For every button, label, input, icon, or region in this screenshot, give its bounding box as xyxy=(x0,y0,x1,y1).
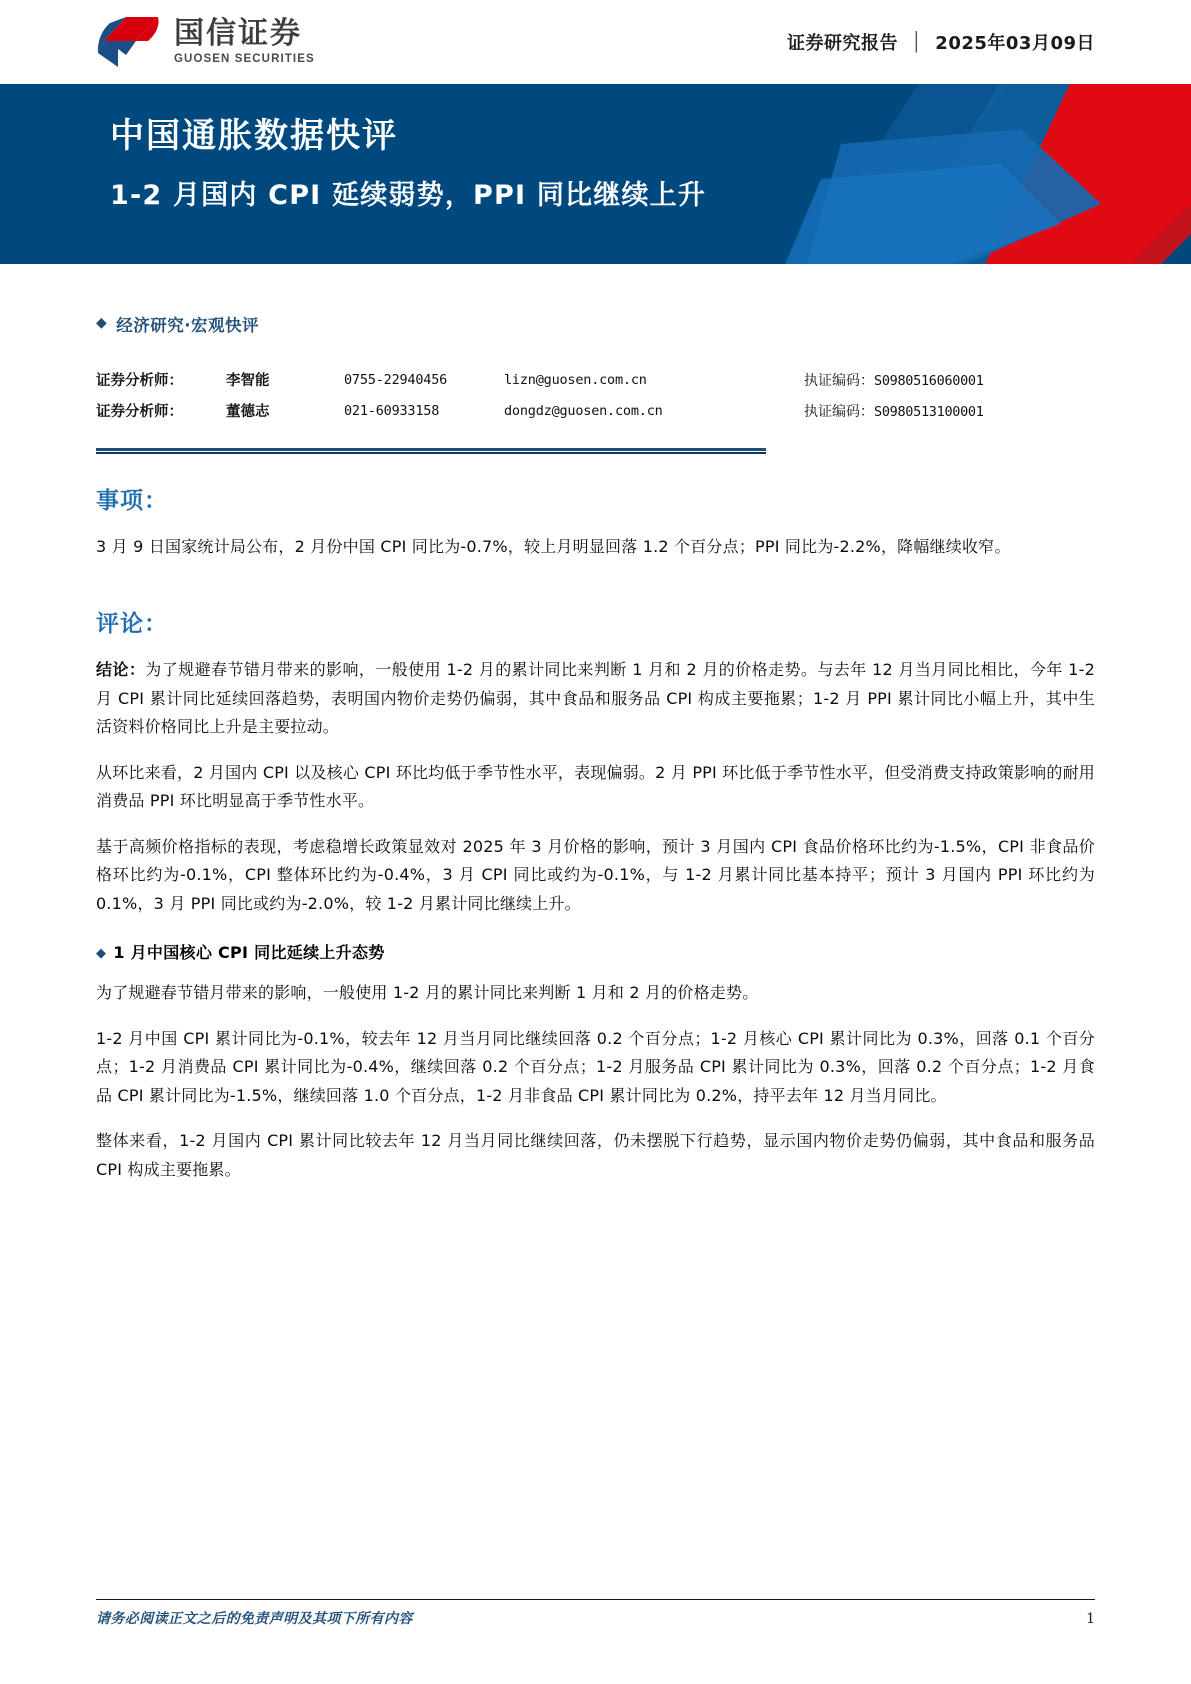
footer-divider xyxy=(96,1599,1095,1600)
footer-disclaimer: 请务必阅读正文之后的免责声明及其项下所有内容 xyxy=(96,1611,413,1627)
header-meta xyxy=(787,29,1095,55)
diamond-bullet-icon: ◆ xyxy=(96,946,107,962)
body-paragraph-2: 1-2 月中国 CPI 累计同比为-0.1%，较去年 12 月当月同比继续回落 0.2 个百分点；1-2 月核心 CPI 累计同比为 0.3%，回落 0.1 个百分点；1-2 月消费品 CPI 累计同比为-0.4%，继续回落 0.2 个百分点；1-2 月服务品 CPI 累计同比为 0.3%，回落 0.2 个百分点；1-2 月食品 CPI 累计同比为-1.5%，继续回落 1.0 个百分点，1-2 月非食品 CPI 累计同比为 0.2%，持平去年 12 月当月同比。 xyxy=(96,1028,1095,1105)
research-category-label: 经济研究·宏观快评 xyxy=(116,316,260,335)
page-number: 1 xyxy=(1086,1611,1095,1627)
title-banner xyxy=(0,84,1191,264)
analyst-role: 证券分析师： xyxy=(96,404,183,420)
banner-title: 中国通胀数据快评 xyxy=(110,116,398,156)
analyst-role: 证券分析师： xyxy=(96,373,183,389)
diamond-bullet-icon: ◆ xyxy=(96,315,108,331)
document-footer xyxy=(96,1599,1095,1628)
comment-paragraph-1 xyxy=(96,656,1095,741)
logo-chinese-name: 国信证券 xyxy=(174,15,302,51)
comment-paragraph-2: 从环比来看，2 月国内 CPI 以及核心 CPI 环比均低于季节性水平，表现偏弱。2 月 PPI 环比低于季节性水平，但受消费支持政策影响的耐用消费品 PPI 环比明显高于季节性水平。 xyxy=(96,762,1095,811)
cert-code: S0980516060001 xyxy=(874,372,984,389)
research-category xyxy=(96,312,1095,336)
logo-english-name: GUOSEN SECURITIES xyxy=(174,52,315,65)
analyst-email[interactable]: dongdz@guosen.com.cn xyxy=(504,402,663,419)
header-separator: │ xyxy=(910,31,923,53)
analyst-phone: 0755-22940456 xyxy=(344,371,448,388)
subsection-heading-label: 1 月中国核心 CPI 同比延续上升态势 xyxy=(113,943,385,963)
table-row xyxy=(96,364,1095,395)
analyst-cert xyxy=(804,364,1095,395)
analyst-name: 李智能 xyxy=(226,373,270,389)
table-row xyxy=(96,395,1095,426)
comment-paragraph-3: 基于高频价格指标的表现，考虑稳增长政策显效对 2025 年 3 月价格的影响，预计 3 月国内 CPI 食品价格环比约为-1.5%，CPI 非食品价格环比约为-0.1%，CPI 整体环比约为-0.4%，3 月 CPI 同比或约为-0.1%，与 1-2 月累计同比基本持平；预计 3 月国内 PPI 环比约为 0.1%，3 月 PPI 同比或约为-2.0%，较 1-2 月累计同比继续上升。 xyxy=(96,836,1095,913)
section-title-comment: 评论： xyxy=(96,611,168,638)
report-date: 2025年03月09日 xyxy=(935,33,1095,54)
body-paragraph-1: 为了规避春节错月带来的影响，一般使用 1-2 月的累计同比来判断 1 月和 2 月的价格走势。 xyxy=(96,983,759,1003)
subsection-heading xyxy=(96,940,1095,963)
document-body xyxy=(0,312,1191,1184)
document-header xyxy=(0,0,1191,84)
cert-label: 执证编码： xyxy=(804,372,874,389)
cert-code: S0980513100001 xyxy=(874,403,984,420)
section-title-matters: 事项： xyxy=(96,488,168,514)
conclusion-lead-label: 结论： xyxy=(96,660,146,680)
cert-label: 执证编码： xyxy=(804,403,874,420)
conclusion-text: 为了规避春节错月带来的影响，一般使用 1-2 月的累计同比来判断 1 月和 2 月的价格走势。与去年 12 月当月同比相比，今年 1-2 月 CPI 累计同比延续回落趋势，表明国内物价走势仍偏弱，其中食品和服务品 CPI 构成主要拖累；1-2 月 PPI 累计同比小幅上升，其中生活资料价格同比上升是主要拉动。 xyxy=(96,660,1095,737)
banner-subtitle: 1-2 月国内 CPI 延续弱势，PPI 同比继续上升 xyxy=(110,179,707,211)
analyst-email[interactable]: lizn@guosen.com.cn xyxy=(504,371,647,388)
analyst-table xyxy=(96,364,1095,426)
analyst-name: 董德志 xyxy=(226,404,270,420)
section-divider xyxy=(96,448,766,454)
body-paragraph-3: 整体来看，1-2 月国内 CPI 累计同比较去年 12 月当月同比继续回落，仍未摆脱下行趋势，显示国内物价走势仍偏弱，其中食品和服务品 CPI 构成主要拖累。 xyxy=(96,1131,1095,1179)
analyst-cert xyxy=(804,395,1095,426)
matters-paragraph: 3 月 9 日国家统计局公布，2 月份中国 CPI 同比为-0.7%，较上月明显回落 1.2 个百分点；PPI 同比为-2.2%，降幅继续收窄。 xyxy=(96,537,1011,556)
guosen-logo-icon xyxy=(96,15,162,69)
analyst-phone: 021-60933158 xyxy=(344,402,440,419)
brand-logo xyxy=(96,15,315,69)
report-type-label: 证券研究报告 xyxy=(786,33,898,54)
